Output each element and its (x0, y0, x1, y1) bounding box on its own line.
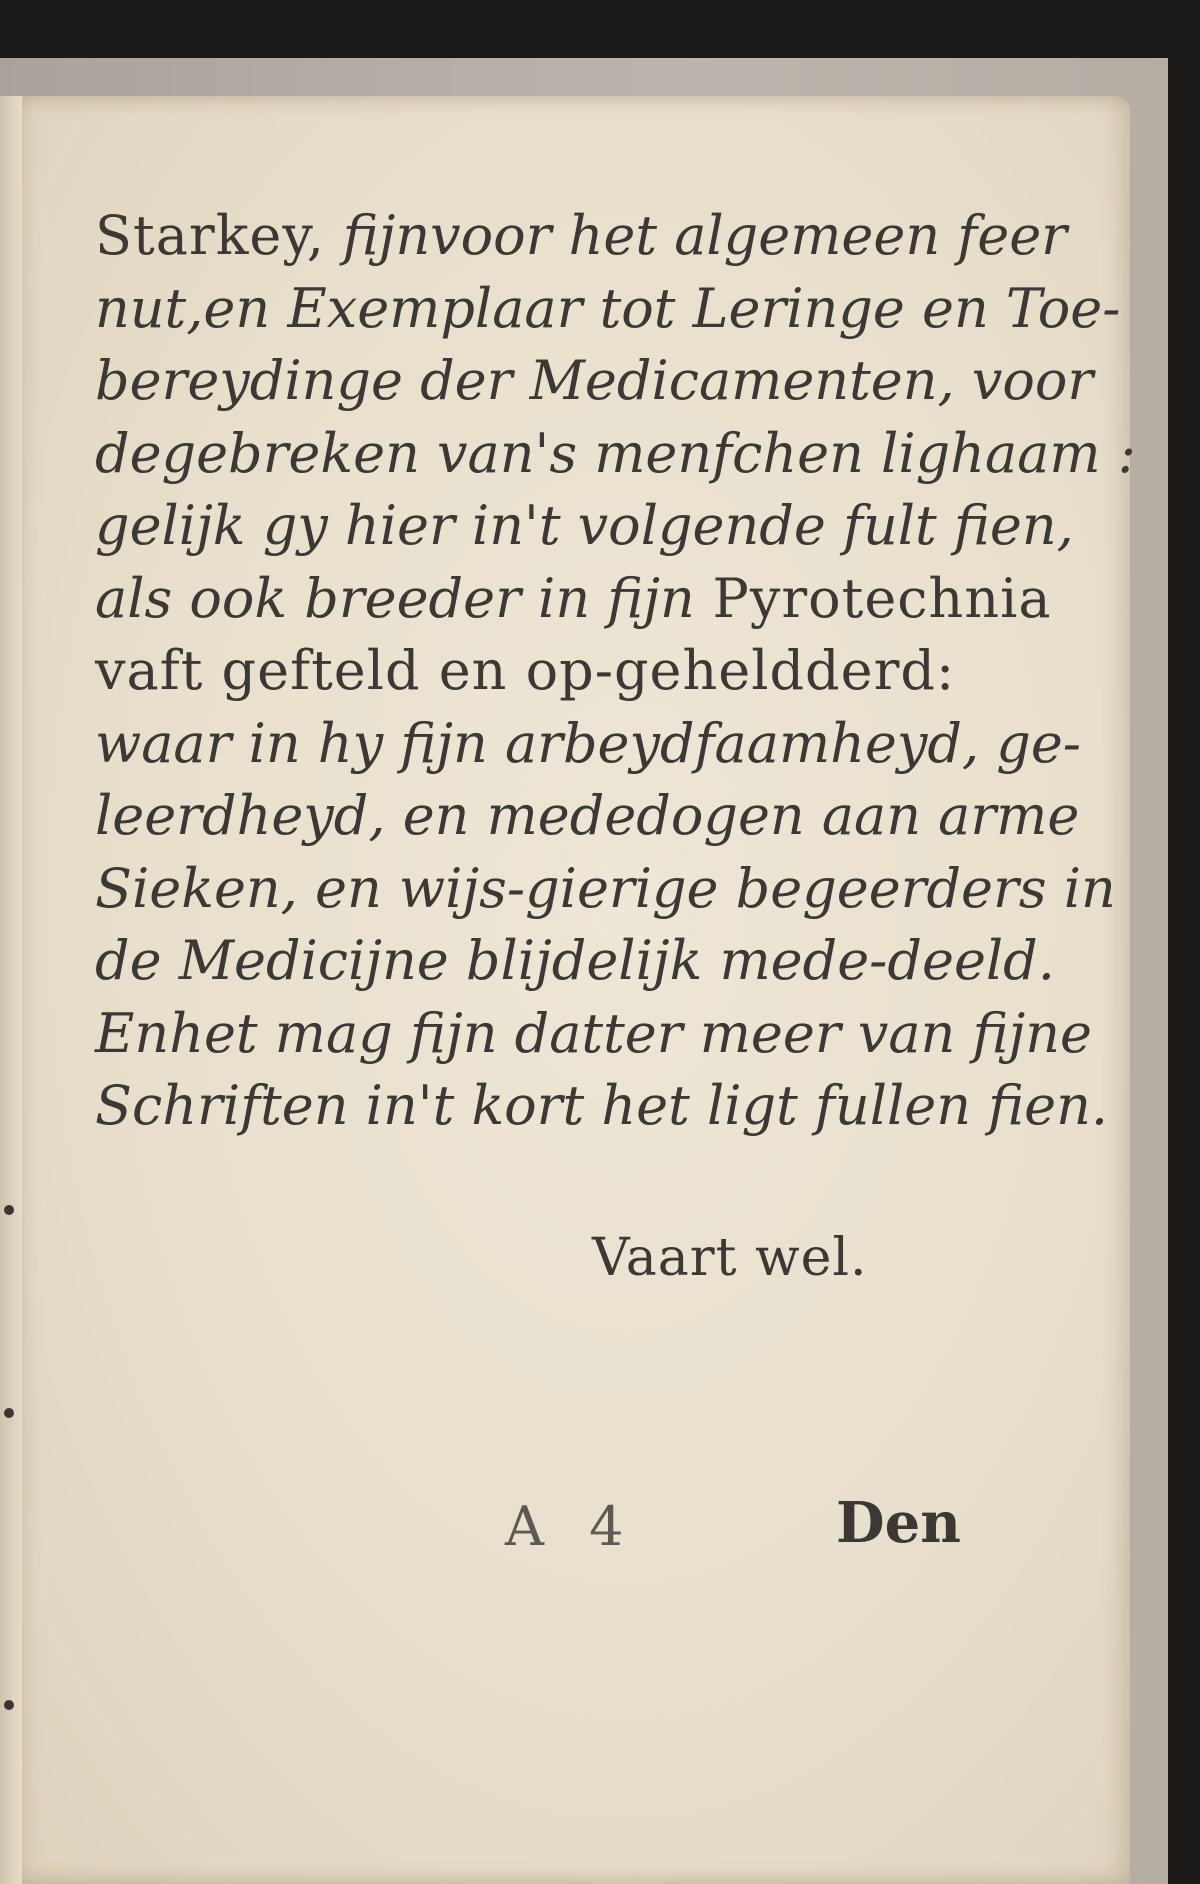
text-line: de Medicijne blijdelijk mede-deeld. (95, 929, 1055, 992)
body-text (95, 200, 1136, 1143)
binding-thread-mark (4, 1700, 14, 1710)
text-line: degebreken van's menfchen lighaam : (95, 421, 1136, 485)
text-line: Enhet mag fijn datter meer van fijne (95, 1001, 1092, 1065)
text-line (95, 563, 1052, 636)
text-line: waar in hy fijn arbeydfaamheyd, ge- (95, 711, 1082, 775)
text-roman: Starkey, (95, 204, 325, 267)
text-line: bereydinge der Medicamenten, voor (95, 349, 1094, 412)
text-line (95, 200, 1067, 273)
text-line: gelijk gy hier in't volgende fult fien, (95, 494, 1074, 557)
text-line: leerdheyd, en mededogen aan arme (95, 784, 1080, 847)
signature-mark: A 4 (505, 1495, 638, 1558)
closing-phrase: Vaart wel. (592, 1228, 868, 1288)
text-line: vaft gefteld en op-geheldderd: (95, 639, 956, 702)
catchword: Den (836, 1490, 961, 1556)
text-roman: Pyrotechnia (712, 566, 1052, 630)
binding-thread-mark (4, 1205, 14, 1215)
text-italic: als ook breeder in fijn (95, 566, 695, 630)
binding-thread-mark (4, 1408, 14, 1418)
text-line: Schriften in't kort het ligt fullen fien. (95, 1074, 1109, 1137)
text-italic: fijnvoor het algemeen feer (342, 204, 1067, 267)
text-line: Sieken, en wijs-gierige begeerders in (95, 856, 1116, 920)
text-line: nut,en Exemplaar tot Leringe en Toe- (95, 276, 1121, 340)
page-gutter (0, 96, 22, 1884)
